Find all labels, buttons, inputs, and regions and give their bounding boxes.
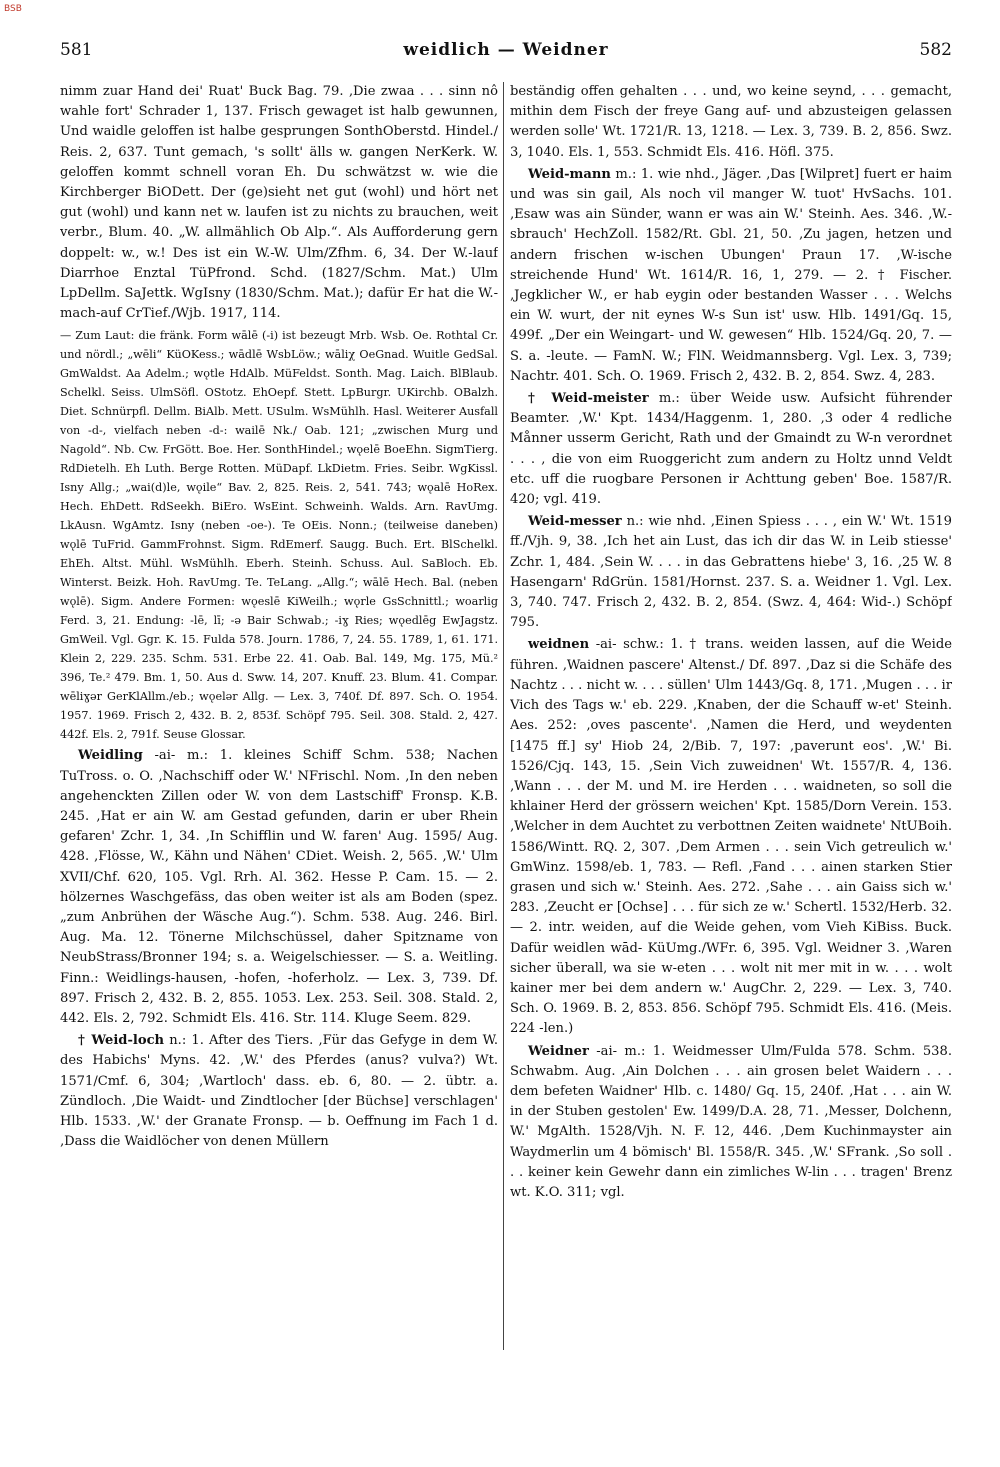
entry-body: m.: über Weide usw. Aufsicht führender Beamter. ‚W.' Kpt. 1434/Haggenm. 1, 280. ‚3 oder 4 redliche Månner usserm Gericht, Rath und der Gmaindt zu W-n verordnet . . . , die von eim Ruoggericht zum andern zu Holtz unnd Veldt etc. uff die ruogbare Personen ir Achttung geben' Boe. 1587/R. 420; vgl. 419. <box>510 391 952 508</box>
entry-headword: Weidling <box>78 748 143 764</box>
entry-body: -ai- m.: 1. kleines Schiff Schm. 538; Nachen TuTross. o. O. ‚Nachschiff oder W.' NFrischl. Nom. ‚In den neben angehenckten Zillen oder W. von dem Lastschiff' Fronsp. K.B. 245. ‚Hat er ain W. am Gestad gefunden, darin er uber Rhein gefaren' Zchr. 1, 34. ‚In Schifflin und W. faren' Aug. 1595/ Aug. 428. ‚Flösse, W., Kähn und Nähen' CDiet. Weish. 2, 565. ‚W.' Ulm XVII/Chf. 620, 105. Vgl. Rrh. Al. 362. Hesse P. Cam. 15. — 2. hölzernes Waschgefäss, das oben weiter ist als am Boden (spez. „zum Anbrühen der Wäsche Aug.“). Schm. 538. Aug. 246. Birl. Aug. Ma. 12. Tönerne Milchschüssel, daher Spitzname von NeubStrass/Bronner 194; s. a. Weigelschiesser. — S. a. Weitling. Finn.: Weidlings-hausen, -hofen, -hoferholz. — Lex. 3, 739. Df. 897. Frisch 2, 432. B. 2, 855. 1053. Lex. 253. Seil. 308. Stald. 2, 442. Els. 2, 792. Schmidt Els. 416. Str. 114. Kluge Seem. 829. <box>60 748 498 1027</box>
entry-body: — Zum Laut: die fränk. Form wālē (-i) ist bezeugt Mrb. Wsb. Oe. Rothtal Cr. und nördl.; „wēli“ KüOKess.; wādlē WsbLöw.; wāliχ OeGnad. Wuitle GedSal. GmWaldst. Aa Adelm.; wǫtle HdAlb. MüFeldst. Sonth. Mag. Laich. BlBlaub. Schelkl. Seiss. UlmSöfl. OStotz. EhOepf. Stett. LpBurgr. UKirchb. OBalzh. Diet. Schnürpfl. Dellm. BiAlb. Mett. USulm. WsMühlh. Hasl. Weiterer Ausfall von -d-, vielfach neben -d-: wailē Nk./ Oab. 121; „zwischen Murg und Nagold“. Nb. Cw. FrGött. Boe. Her. SonthHindel.; wǫelē BoeEhn. SigmTierg. RdDietelh. Eh Luth. Berge Rotten. MüDapf. LkDietm. Fries. Seibr. WgKissl. Isny Allg.; „wai(d)le, wǫile“ Bav. 2, 825. Reis. 2, 541. 743; wǫalē HoRex. Hech. EhDett. RdSeekh. BiEro. WsEint. Schweinh. Walds. Arn. RavUmg. LkAusn. WgAmtz. Isny (neben -oe-). Te OEis. Nonn.; (teilweise daneben) wǫlē TuFrid. GammFrohnst. Sigm. RdEmerf. Saugg. Buch. Ert. BlSchelkl. EhEh. Altst. Mühl. WsMühlh. Eberh. Steinh. Schuss. Aul. SaBloch. Eb. Winterst. Beizk. Hoh. RavUmg. Te. TeLang. „Allg.“; wālē Hech. Bal. (neben wǫlē). Sigm. Andere Formen: wǫeslē KiWeilh.; wǫrle GsSchnittl.; woarlig Ferd. 3, 21. Endung: -lē, lī; -ə Bair Schwab.; -iɣ Ries; wǫedlēg EwJagstz. GmWeil. Vgl. Ggr. K. 15. Fulda 578. Journ. 1786, 7, 24. 55. 1789, 1, 61. 171. Klein 2, 229. 235. Schm. 531. Erbe 22. 41. Oab. Bal. 149, Mg. 175, Mü.² 396, Te.² 479. Bm. 1, 50. Aus d. Sww. 14, 207. Knuff. 23. Blum. 41. Compar. wēliɣər GerKlAllm./eb.; wǫelər Allg. — Lex. 3, 740f. Df. 897. Sch. O. 1954. 1957. 1969. Frisch 2, 432. B. 2, 853f. Schöpf 795. Seil. 308. Stald. 2, 427. 442f. Els. 2, 791f. Seuse Glossar. <box>60 329 498 742</box>
entry-headword: weidnen <box>528 637 590 653</box>
right-column <box>510 82 952 1372</box>
entry-text <box>510 82 952 163</box>
entry-headword: † Weid-loch <box>78 1033 165 1049</box>
entry-body: beständig offen gehalten . . . und, wo keine seynd, . . . gemacht, mithin dem Fisch der freye Gang auf- und abzusteigen gelassen werden solle' Wt. 1721/R. 13, 1218. — Lex. 3, 739. B. 2, 856. Swz. 3, 1040. Els. 1, 553. Schmidt Els. 416. Höfl. 375. <box>510 84 952 160</box>
running-title: weidlich — Weidner <box>403 40 609 60</box>
page-header <box>60 40 952 70</box>
dictionary-entry <box>510 389 952 510</box>
entry-headword: Weid-messer <box>528 514 622 530</box>
entry-body: m.: 1. wie nhd., Jäger. ‚Das [Wilpret] fuert er haim und was sin gail, Als noch vil manger W. tuot' HvSachs. 101. ‚Esaw was ain Sünder, wann er was ain W.' Steinh. Aes. 346. ‚W.-sbrauch' HechZoll. 1582/Rt. Gbl. 21, 50. ‚Zu jagen, hetzen und andern frischen w-ischen Ubungen' Praun 17. ‚W-ische streichende Hund' Wt. 1614/R. 16, 1, 279. — 2. † Fischer. ‚Jegklicher W., er hab eygin oder bestanden Wasser . . . Welchs ein W. wurt, der nit eynes W-s Sun ist' usw. Hlb. 1491/Gq. 15, 499f. „Der ein Weingart- und W. gewesen“ Hlb. 1524/Gq. 20, 7. — S. a. -leute. — FamN. W.; FlN. Weidmannsberg. Vgl. Lex. 3, 739; Nachtr. 401. Sch. O. 1969. Frisch 2, 432. B. 2, 854. Swz. 4, 283. <box>510 166 952 384</box>
entry-body: n.: wie nhd. ‚Einen Spiess . . . , ein W.' Wt. 1519 ff./Vjh. 9, 38. ‚Ich het ain Lust, das ich dir das W. in Leib stiesse' Zchr. 1, 484. ‚Sein W. . . . in das Gebrattens hiebe' 3, 16. ‚25 W. 8 Hasengarn' RdGrün. 1581/Hornst. 237. S. a. Weidner 1. Vgl. Lex. 3, 740. 747. Frisch 2, 432. B. 2, 854. (Swz. 4, 464: Wid-.) Schöpf 795. <box>510 514 952 631</box>
entry-body: -ai- schw.: 1. † trans. weiden lassen, auf die Weide führen. ‚Waidnen pascere' Altenst./ Df. 897. ‚Daz si die Schäfe des Nachtz . . . nicht w. . . . süllen' Ulm 1443/Gq. 8, 171. ‚Mugen . . . ir Vich des Tags w.' eb. 229. ‚Knaben, der die Schauff w-et' Steinh. Aes. 252: ‚oves pascente'. ‚Namen die Herd, und weydenten [1475 ff.] sy' Hiob 24, 2/Bib. 7, 197: ‚paverunt eos'. ‚W.' Bi. 1526/Cjq. 143, 15. ‚Sein Vich zuweidnen' Wt. 1557/R. 4, 136. ‚Wann . . . der M. und M. ire Herden . . . waidneten, so soll die khlainer Herd der grössern weichen' Kpt. 1585/Dorn Verein. 153. ‚Welcher in dem Auchtet zu verbottnen Zeiten waidnete' NtUBoih. 1586/Wintt. RQ. 2, 307. ‚Dem Armen . . . sein Vich getreulich w.' GmWinz. 1598/eb. 1, 783. — Refl. ‚Fand . . . ainen starken Stier grasen und sich w.' Steinh. Aes. 272. ‚Sahe . . . ain Gaiss sich w.' 283. ‚Zeucht er [Ochse] . . . für sich ze w.' Schertl. 1532/Herb. 32. — 2. intr. weiden, auf die Weide gehen, vom Vieh KiBiss. Buck. Dafür weidlen wād- KüUmg./WFr. 6, 395. Vgl. Weidner 3. ‚Waren sicher überall, wa sie w-eten . . . wolt nit mer mit in w. . . . wolt kainer mer bei dem andern w.' AugChr. 2, 229. — Lex. 3, 740. Sch. O. 1969. B. 2, 853. 856. Schöpf 795. Schmidt Els. 416. (Meis. 224 -len.) <box>510 637 952 1037</box>
page-number-left: 581 <box>60 40 93 60</box>
dictionary-entry <box>510 1042 952 1204</box>
entry-text <box>60 326 498 744</box>
dictionary-entry <box>510 635 952 1039</box>
column-divider <box>503 82 504 1350</box>
entry-headword: † Weid-meister <box>528 391 649 407</box>
entry-headword: Weid-mann <box>528 166 611 182</box>
entry-body: -ai- m.: 1. Weidmesser Ulm/Fulda 578. Schm. 538. Schwabm. Aug. ‚Ain Dolchen . . . ain grosen belet Waidern . . . dem befeten Waidner' Hlb. c. 1480/ Gq. 15, 240f. ‚Hat . . . ain W. in der Stuben gestolen' Ew. 1499/D.A. 28, 71. ‚Messer, Dolchenn, W.' MgAlth. 1528/Vjh. N. F. 12, 446. ‚Dem Kuchinmayster ain Waydmerlin um 4 bömisch' Bl. 1558/R. 345. ‚W.' SFrank. ‚So soll . . . keiner kein Gewehr dann ein zimliches W-lin . . . tragen' Brenz wt. K.O. 311; vgl. <box>510 1043 952 1200</box>
dictionary-entry <box>60 746 498 1029</box>
dictionary-entry <box>510 512 952 633</box>
page-number-right: 582 <box>919 40 952 60</box>
dictionary-entry <box>60 1031 498 1152</box>
library-watermark: BSB <box>4 4 22 14</box>
entry-text <box>60 82 498 324</box>
entry-body: n.: 1. After des Tiers. ‚Für das Gefyge in dem W. des Habichs' Myns. 42. ‚W.' des Pferdes (anus? vulva?) Wt. 1571/Cmf. 6, 304; ‚Wartloch' dass. eb. 6, 80. — 2. übtr. a. Zündloch. ‚Die Waidt- und Zindtlocher [der Büchse] verschlagen' Hlb. 1533. ‚W.' der Granate Fronsp. — b. Oeffnung im Fach 1 d. ‚Dass die Waidlöcher von denen Müllern <box>60 1033 498 1150</box>
left-column <box>60 82 498 1372</box>
dictionary-entry <box>510 165 952 387</box>
entry-headword: Weidner <box>528 1043 589 1059</box>
entry-body: nimm zuar Hand dei' Ruat' Buck Bag. 79. ‚Die zwaa . . . sinn nô wahle fort' Schrader 1, 137. Frisch gewaget ist halb gewunnen, Und waidle geloffen ist halbe gesprungen SonthOberstd. Hindel./ Reis. 2, 637. Tunt gemach, 's sollt' älls w. gangen NerKerk. W. geloffen kommt schnell voran Eh. Du schwätzst w. wie die Kirchberger BiODett. Der (ge)sieht net gut (wohl) und hört net gut (wohl) und kann net w. laufen ist zu nichts zu brauchen, weit verbr., Blum. 40. „W. allmählich Ob Alp.“. Als Aufforderung gern doppelt: w., w.! Des ist ein W.-W. Ulm/Zfhm. 6, 34. Der W.-lauf Diarrhoe Enztal TüPfrond. Schd. (1827/Schm. Mat.) Ulm LpDellm. SaJettk. WgIsny (1830/Schm. Mat.); dafür Er hat die W.-mach-auf CrTief./Wjb. 1917, 114. <box>60 84 498 322</box>
